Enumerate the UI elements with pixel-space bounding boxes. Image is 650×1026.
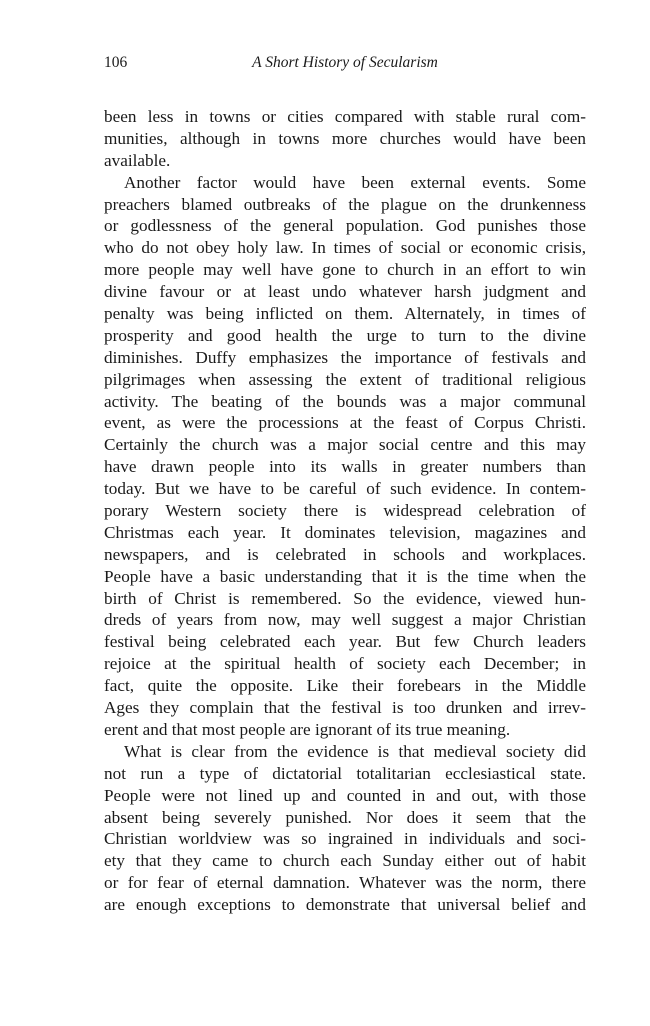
text-line: Christmas each year. It dominates television, magazines and	[104, 522, 586, 542]
text-line: People were not lined up and counted in and out, with those	[104, 785, 586, 805]
text-line: newspapers, and is celebrated in schools and workplaces.	[104, 544, 586, 564]
text-line: more people may well have gone to church in an effort to win	[104, 260, 586, 280]
text-line: diminishes. Duffy emphasizes the importance of festivals and	[104, 347, 586, 367]
text-line: or for fear of eternal damnation. Whatever was the norm, there	[104, 873, 586, 893]
text-line: Certainly the church was a major social centre and this may	[104, 435, 586, 455]
text-line: have drawn people into its walls in greater numbers than	[104, 457, 586, 477]
paragraph-end-line: erent and that most people are ignorant of its true meaning.	[104, 719, 511, 739]
text-line: porary Western society there is widespread celebration of	[104, 501, 586, 521]
text-line: not run a type of dictatorial totalitarian ecclesiastical state.	[104, 763, 586, 783]
page-number: 106	[104, 54, 128, 71]
text-line: pilgrimages when assessing the extent of traditional religious	[104, 369, 586, 389]
text-line: rejoice at the spiritual health of society each December; in	[104, 654, 586, 674]
paragraph-start-line: What is clear from the evidence is that medieval society did	[124, 741, 586, 761]
text-line: preachers blamed outbreaks of the plague on the drunkenness	[104, 194, 586, 214]
text-line: absent being severely punished. Nor does it seem that the	[104, 807, 586, 827]
text-line: event, as were the processions at the feast of Corpus Christi.	[104, 413, 586, 433]
body-text	[104, 106, 586, 916]
text-line: People have a basic understanding that it is the time when the	[104, 566, 586, 586]
text-line: been less in towns or cities compared with stable rural com-	[104, 107, 586, 126]
text-line: divine favour or at least undo whatever harsh judgment and	[104, 282, 586, 302]
running-title: A Short History of Secularism	[252, 54, 438, 71]
text-line: are enough exceptions to demonstrate that universal belief and	[104, 895, 586, 915]
text-line: birth of Christ is remembered. So the evidence, viewed hun-	[104, 588, 586, 608]
paragraph-end-line: available.	[104, 150, 171, 170]
text-line: ety that they came to church each Sunday either out of habit	[104, 851, 586, 871]
text-line: munities, although in towns more churches would have been	[104, 128, 586, 148]
text-line: activity. The beating of the bounds was a major communal	[104, 391, 586, 411]
text-line: fact, quite the opposite. Like their forebears in the Middle	[104, 676, 586, 696]
text-line: today. But we have to be careful of such evidence. In contem-	[104, 479, 586, 499]
text-line: dreds of years from now, may well suggest a major Christian	[104, 610, 586, 630]
running-head	[104, 54, 586, 78]
text-line: Christian worldview was so ingrained in individuals and soci-	[104, 829, 586, 849]
text-line: festival being celebrated each year. But few Church leaders	[104, 632, 586, 652]
paragraph-start-line: Another factor would have been external events. Some	[124, 172, 586, 192]
text-line: who do not obey holy law. In times of social or economic crisis,	[104, 238, 586, 258]
text-line: or godlessness of the general population. God punishes those	[104, 216, 586, 236]
text-line: Ages they complain that the festival is too drunken and irrev-	[104, 698, 586, 718]
text-line: prosperity and good health the urge to turn to the divine	[104, 325, 586, 345]
text-line: penalty was being inflicted on them. Alternately, in times of	[104, 304, 586, 324]
